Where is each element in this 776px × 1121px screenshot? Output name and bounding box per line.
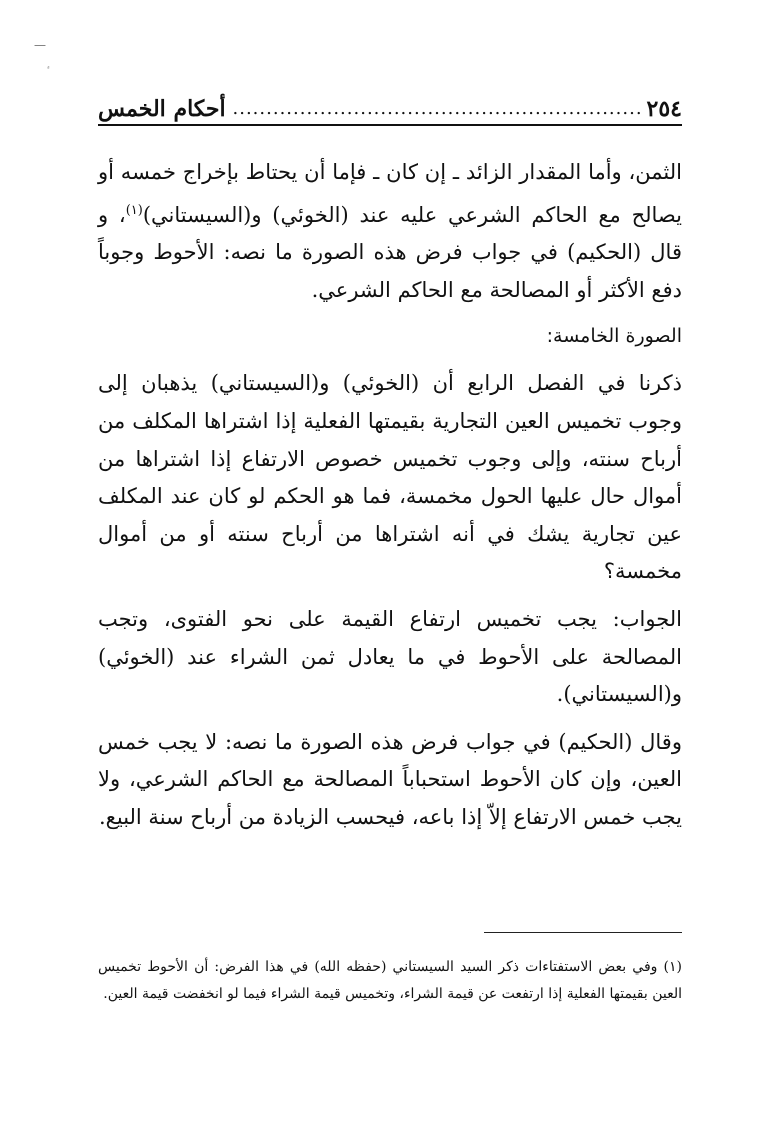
paragraph: الثمن، وأما المقدار الزائد ـ إن كان ـ فإما أن يحتاط بإخراج خمسه أو يصالح مع الحاكم الشرعي عليه عند (الخوئي) و(السيستاني)$^{(١)}$، و قال (الحكيم) في جواب فرض هذه الصورة ما نصه: الأحوط وجوباً دفع الأكثر أو المصالحة مع الحاكم الشرعي.: [98, 160, 682, 302]
paragraph: ذكرنا في الفصل الرابع أن (الخوئي) و(السيستاني) يذهبان إلى وجوب تخميس العين التجارية بقيمتها الفعلية إذا اشتراها المكلف من أرباح سنته، وإلى وجوب تخميس خصوص الارتفاع إذا اشتراها من أموال حال عليها الحول مخمسة، فما هو الحكم لو كان عند المكلف عين تجارية يشك في أنه اشتراها من أرباح سنته أو من أموال مخمسة؟: [98, 371, 682, 584]
footnotes: [98, 954, 682, 1008]
footnote-divider: [484, 932, 682, 933]
footnote: (١) وفي بعض الاستفتاءات ذكر السيد السيستاني (حفظه الله) في هذا الفرض: أن الأحوط تخميس العين بقيمتها الفعلية إذا ارتفعت عن قيمة الشراء، وتخميس قيمة الشراء فيما لو انخفضت قيمة العين.: [98, 959, 682, 1002]
dot-leader: [230, 94, 643, 124]
scan-mark: —: [34, 38, 46, 52]
running-header: [98, 88, 682, 126]
page-number: ٢٥٤: [646, 96, 682, 122]
main-text: [98, 154, 682, 837]
paragraph: الجواب: يجب تخميس ارتفاع القيمة على نحو الفتوى، وتجب المصالحة على الأحوط في ما يعادل ثمن الشراء عند (الخوئي) و(السيستاني).: [98, 606, 682, 707]
paragraph: وقال (الحكيم) في جواب فرض هذه الصورة ما نصه: لا يجب خمس العين، وإن كان الأحوط استحباباً المصالحة مع الحاكم الشرعي، ولا يجب خمس الارتفاع إلاّ إذا باعه، فيحسب الزيادة من أرباح سنة البيع.: [98, 729, 682, 829]
section-heading: الصورة الخامسة:: [546, 325, 682, 348]
footnote-reference: (١): [125, 202, 143, 218]
running-title: أحكام الخمس: [98, 96, 226, 122]
